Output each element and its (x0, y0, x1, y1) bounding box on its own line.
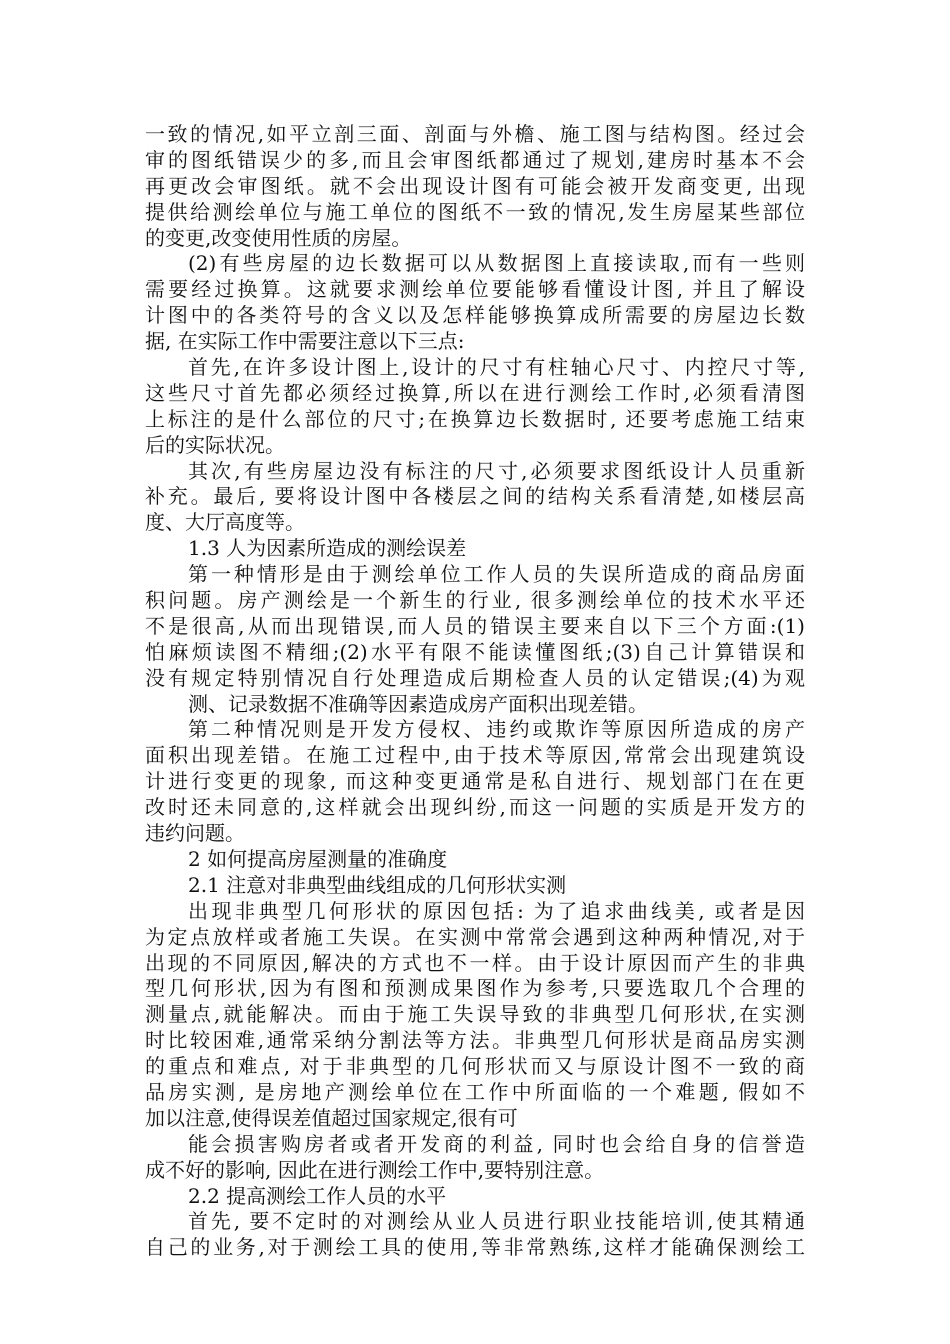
text-line: 出现非典型几何形状的原因包括: 为了追求曲线美, 或者是因 (188, 898, 805, 923)
text-line: 成不好的影响, 因此在进行测绘工作中,要特别注意。 (145, 1157, 605, 1182)
text-line: 度、大厅高度等。 (145, 510, 305, 535)
text-line: 第二种情况则是开发方侵权、违约或欺诈等原因所造成的房产 (188, 717, 805, 742)
text-line: 积问题。房产测绘是一个新生的行业, 很多测绘单位的技术水平还 (145, 588, 805, 613)
text-line: 的变更,改变使用性质的房屋。 (145, 225, 412, 250)
text-line: 型几何形状,因为有图和预测成果图作为参考,只要选取几个合理的 (145, 976, 805, 1001)
text-line: 2.2 提高测绘工作人员的水平 (188, 1183, 447, 1208)
text-line: 补充。最后, 要将设计图中各楼层之间的结构关系看清楚,如楼层高 (145, 484, 805, 509)
text-line: 为定点放样或者施工失误。在实测中常常会遇到这种两种情况,对于 (145, 924, 805, 949)
text-line: 2 如何提高房屋测量的准确度 (188, 846, 448, 871)
text-line: 面积出现差错。在施工过程中,由于技术等原因,常常会出现建筑设 (145, 743, 805, 768)
text-line: 第一种情形是由于测绘单位工作人员的失误所造成的商品房面 (188, 562, 805, 587)
text-line: 违约问题。 (145, 821, 245, 846)
text-line: 审的图纸错误少的多,而且会审图纸都通过了规划,建房时基本不会 (145, 147, 805, 172)
text-line: 加以注意,使得误差值超过国家规定,很有可 (145, 1105, 518, 1130)
text-line: 时比较困难,通常采纳分割法等方法。非典型几何形状是商品房实测 (145, 1028, 805, 1053)
text-line: 改时还未同意的,这样就会出现纠纷,而这一问题的实质是开发方的 (145, 795, 805, 820)
text-line: 测量点,就能解决。而由于施工失误导致的非典型几何形状,在实测 (145, 1002, 805, 1027)
text-line: 一致的情况,如平立剖三面、剖面与外檐、施工图与结构图。经过会 (145, 122, 805, 146)
text-line: 出现的不同原因,解决的方式也不一样。由于设计原因而产生的非典 (145, 950, 805, 975)
text-line: 不是很高,从而出现错误,而人员的错误主要来自以下三个方面:(1) (145, 613, 805, 638)
text-line: 提供给测绘单位与施工单位的图纸不一致的情况,发生房屋某些部位 (145, 199, 805, 224)
text-line: 的重点和难点, 对于非典型的几何形状而又与原设计图不一致的商 (145, 1054, 805, 1079)
text-line: 上标注的是什么部位的尺寸;在换算边长数据时, 还要考虑施工结束 (145, 406, 805, 431)
document-body (145, 122, 805, 1261)
text-line: 2.1 注意对非典型曲线组成的几何形状实测 (188, 872, 567, 897)
text-line: 自己的业务,对于测绘工具的使用,等非常熟练,这样才能确保测绘工 (145, 1235, 805, 1260)
text-line: 需要经过换算。这就要求测绘单位要能够看懂设计图, 并且了解设 (145, 277, 805, 302)
text-line: 再更改会审图纸。就不会出现设计图有可能会被开发商变更, 出现 (145, 173, 805, 198)
text-line: 怕麻烦读图不精细;(2)水平有限不能读懂图纸;(3)自己计算错误和 (145, 639, 805, 664)
text-line: 能会损害购房者或者开发商的利益, 同时也会给自身的信誉造 (188, 1131, 805, 1156)
text-line: 没有规定特别情况自行处理造成后期检查人员的认定错误;(4)为观 (145, 665, 805, 690)
text-line: (2)有些房屋的边长数据可以从数据图上直接读取,而有一些则 (188, 251, 805, 276)
text-line: 首先, 要不定时的对测绘从业人员进行职业技能培训,使其精通 (188, 1209, 805, 1234)
text-line: 据, 在实际工作中需要注意以下三点: (145, 329, 465, 354)
text-line: 1.3 人为因素所造成的测绘误差 (188, 536, 467, 561)
text-line: 品房实测, 是房地产测绘单位在工作中所面临的一个难题, 假如不 (145, 1079, 805, 1104)
text-line: 首先,在许多设计图上,设计的尺寸有柱轴心尺寸、内控尺寸等, (188, 355, 805, 380)
text-line: 这些尺寸首先都必须经过换算,所以在进行测绘工作时,必须看清图 (145, 380, 805, 405)
text-line: 计进行变更的现象, 而这种变更通常是私自进行、规划部门在在更 (145, 769, 805, 794)
text-line: 后的实际状况。 (145, 432, 285, 457)
text-line: 计图中的各类符号的含义以及怎样能够换算成所需要的房屋边长数 (145, 303, 805, 328)
text-line: 测、记录数据不准确等因素造成房产面积出现差错。 (188, 691, 648, 716)
text-line: 其次,有些房屋边没有标注的尺寸,必须要求图纸设计人员重新 (188, 458, 805, 483)
